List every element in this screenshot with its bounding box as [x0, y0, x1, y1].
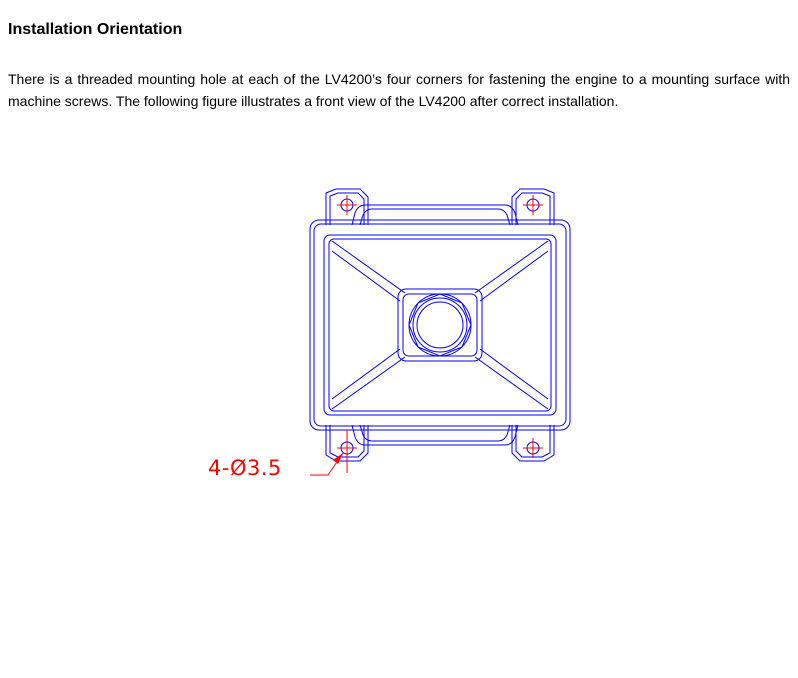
front-view-figure — [200, 185, 580, 495]
section-heading: Installation Orientation — [8, 21, 183, 38]
dimension-label: 4-Ø3.5 — [208, 456, 282, 480]
leader-arrow — [333, 453, 343, 464]
dimension-leader — [310, 453, 343, 475]
body-paragraph: There is a threaded mounting hole at each of the LV4200’s four corners for fastening the engine to a mounting surface with machine screws. The following figure illustrates a front view of the LV4200 after correct installation. — [8, 71, 790, 109]
